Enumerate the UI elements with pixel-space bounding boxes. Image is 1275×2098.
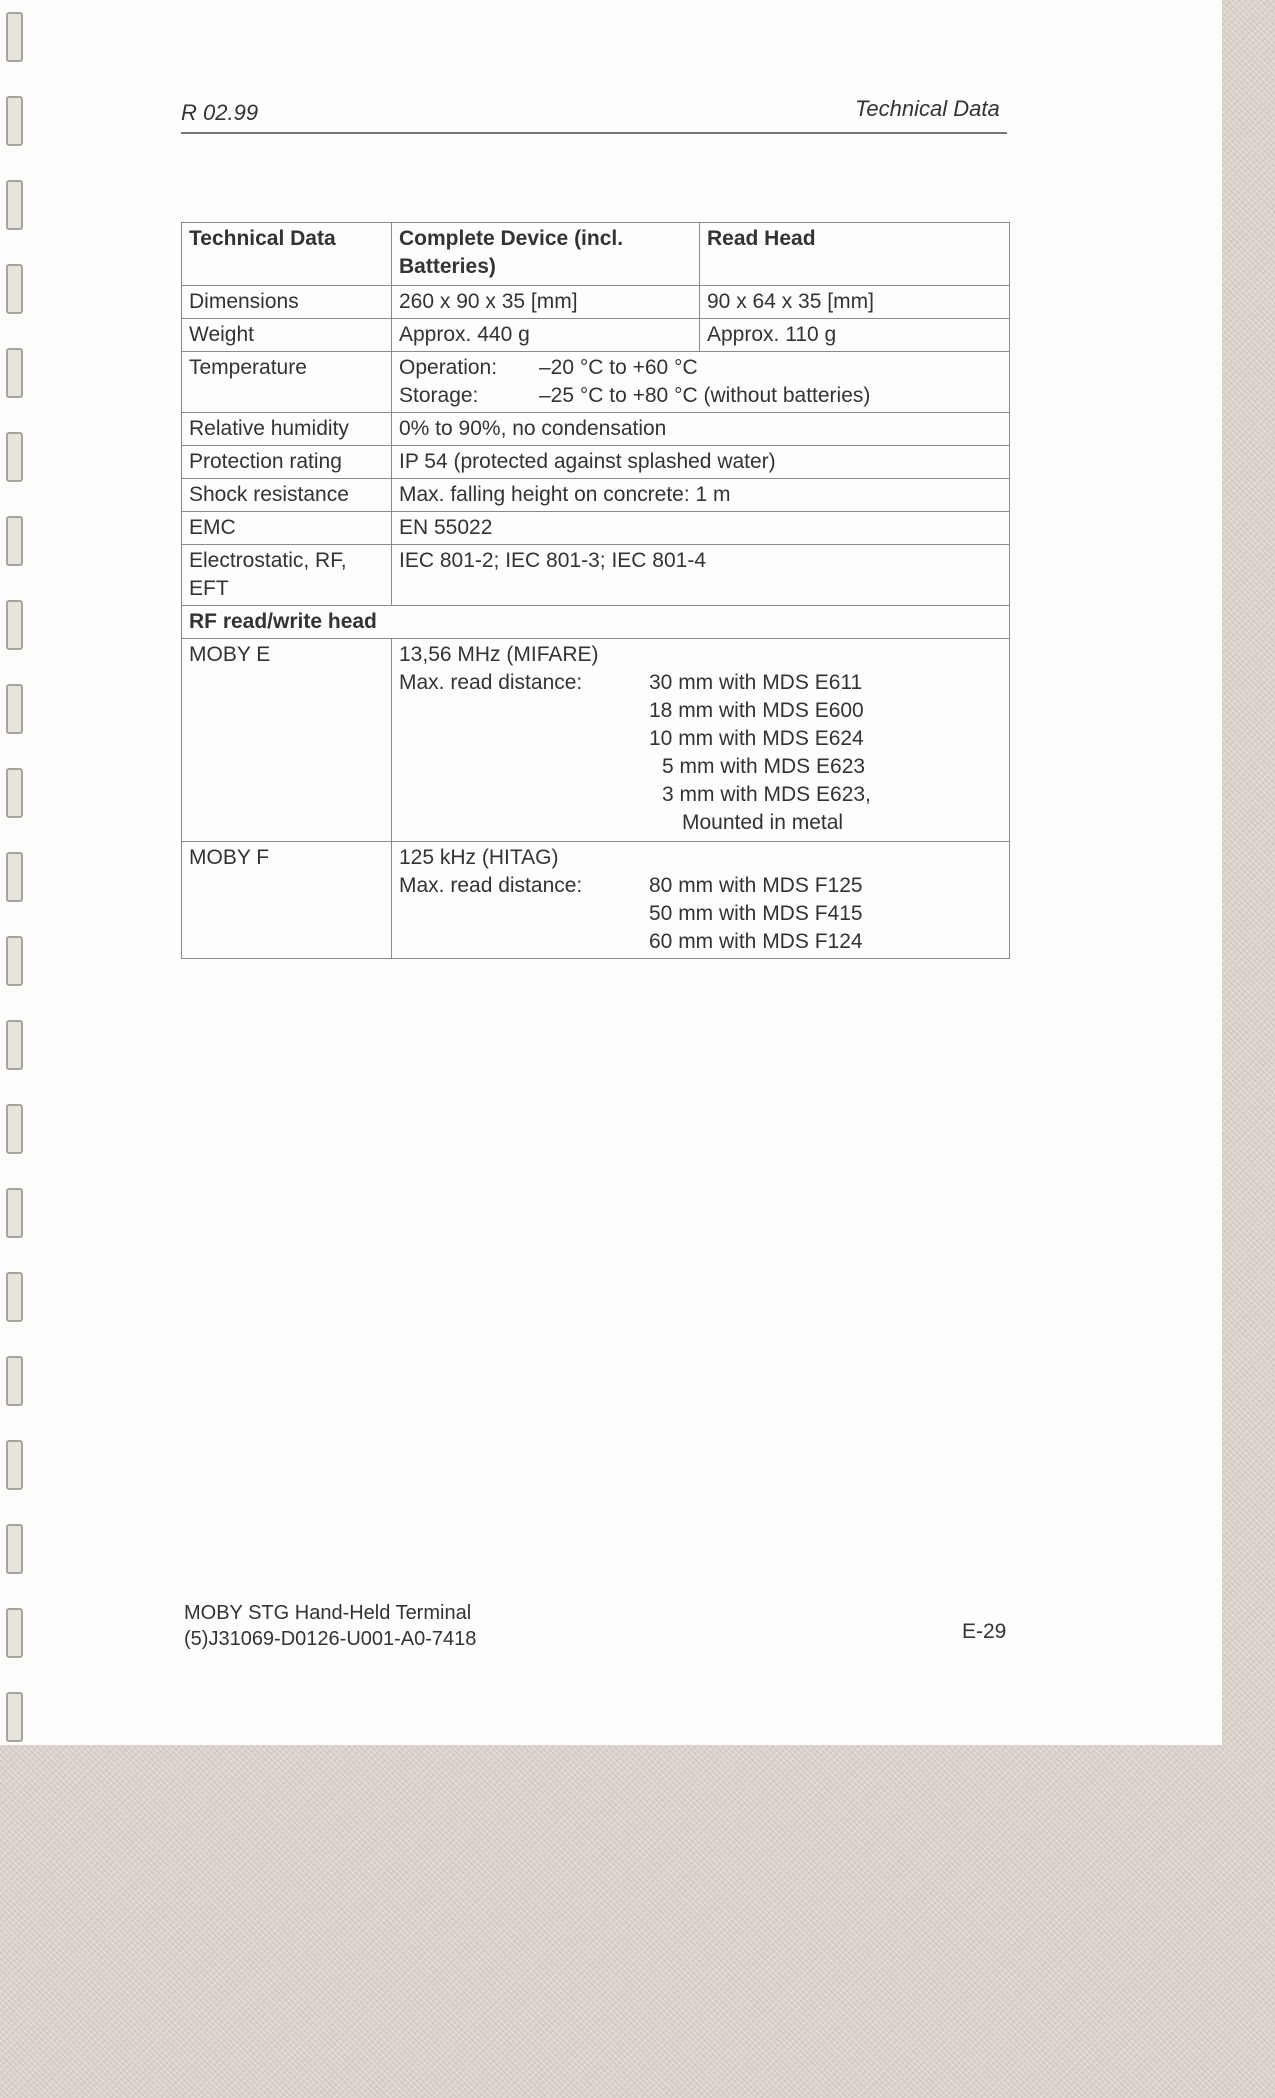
frequency: 125 kHz (HITAG) [399,846,559,869]
head-value: Approx. 110 g [700,319,1010,352]
binding-ring-icon [6,1692,23,1742]
footer-title-block [184,1600,476,1652]
temperature-value [392,352,1010,413]
row-label: Weight [182,319,392,352]
technical-data-table [181,222,1010,959]
distance-item: 30 mm with MDS E611 [649,671,863,694]
table-row [182,319,1010,352]
operation-label: Operation: [399,356,498,379]
binding-ring-icon [6,516,23,566]
header-cell: Read Head [700,223,1010,286]
binding-spine [0,0,30,1745]
moby-f-value [392,842,1010,959]
binding-ring-icon [6,1356,23,1406]
table-row [182,446,1010,479]
distance-label: Max. read distance: [399,874,583,897]
moby-e-value [392,639,1010,842]
binding-ring-icon [6,348,23,398]
row-value: Max. falling height on concrete: 1 m [392,479,1010,512]
binding-ring-icon [6,264,23,314]
row-value: IP 54 (protected against splashed water) [392,446,1010,479]
distance-item: Mounted in metal [682,811,844,834]
row-label: Dimensions [182,286,392,319]
operation-value: –20 °C to +60 °C [539,356,698,379]
binding-ring-icon [6,1104,23,1154]
table-row [182,479,1010,512]
row-label: MOBY E [182,639,392,842]
binding-ring-icon [6,180,23,230]
table-row [182,352,1010,413]
distance-item: 3 mm with MDS E623, [662,783,871,806]
distance-label: Max. read distance: [399,671,583,694]
section-row [182,606,1010,639]
distance-item: 60 mm with MDS F124 [649,930,863,953]
binding-ring-icon [6,12,23,62]
section-title: Technical Data [855,96,1000,121]
binding-ring-icon [6,600,23,650]
order-number: (5)J31069-D0126-U001-A0-7418 [184,1628,477,1650]
table-row [182,413,1010,446]
table-row [182,842,1010,959]
row-value: 0% to 90%, no condensation [392,413,1010,446]
frequency: 13,56 MHz (MIFARE) [399,643,599,666]
header-divider [181,132,1007,134]
table-row [182,639,1010,842]
revision-label: R 02.99 [181,100,259,125]
binding-ring-icon [6,96,23,146]
distance-item: 80 mm with MDS F125 [649,874,863,897]
distance-item: 50 mm with MDS F415 [649,902,863,925]
head-value: 90 x 64 x 35 [mm] [700,286,1010,319]
device-value: Approx. 440 g [392,319,700,352]
storage-value: –25 °C to +80 °C (without batteries) [539,384,871,407]
row-label: Protection rating [182,446,392,479]
distance-item: 18 mm with MDS E600 [649,699,864,722]
row-value: IEC 801-2; IEC 801-3; IEC 801-4 [392,545,1010,606]
row-label: Electrostatic, RF, EFT [182,545,392,606]
rf-section-heading: RF read/write head [182,606,1010,639]
binding-ring-icon [6,936,23,986]
table-header-row [182,223,1010,286]
binding-ring-icon [6,1020,23,1070]
table-row [182,512,1010,545]
binding-ring-icon [6,1188,23,1238]
distance-item: 10 mm with MDS E624 [649,727,864,750]
row-label: Temperature [182,352,392,413]
binding-ring-icon [6,1608,23,1658]
binding-ring-icon [6,1272,23,1322]
table-row [182,286,1010,319]
binding-ring-icon [6,1524,23,1574]
binding-ring-icon [6,768,23,818]
binding-ring-icon [6,852,23,902]
row-label: Shock resistance [182,479,392,512]
header-cell: Complete Device (incl. Batteries) [392,223,700,286]
binding-ring-icon [6,684,23,734]
row-label: EMC [182,512,392,545]
row-label: Relative humidity [182,413,392,446]
binding-ring-icon [6,1440,23,1490]
header-cell: Technical Data [182,223,392,286]
product-title: MOBY STG Hand-Held Terminal [184,1602,472,1624]
binding-ring-icon [6,432,23,482]
page-number: E-29 [962,1620,1007,1643]
row-value: EN 55022 [392,512,1010,545]
table-row [182,545,1010,606]
storage-label: Storage: [399,384,479,407]
row-label: MOBY F [182,842,392,959]
device-value: 260 x 90 x 35 [mm] [392,286,700,319]
distance-item: 5 mm with MDS E623 [662,755,866,778]
